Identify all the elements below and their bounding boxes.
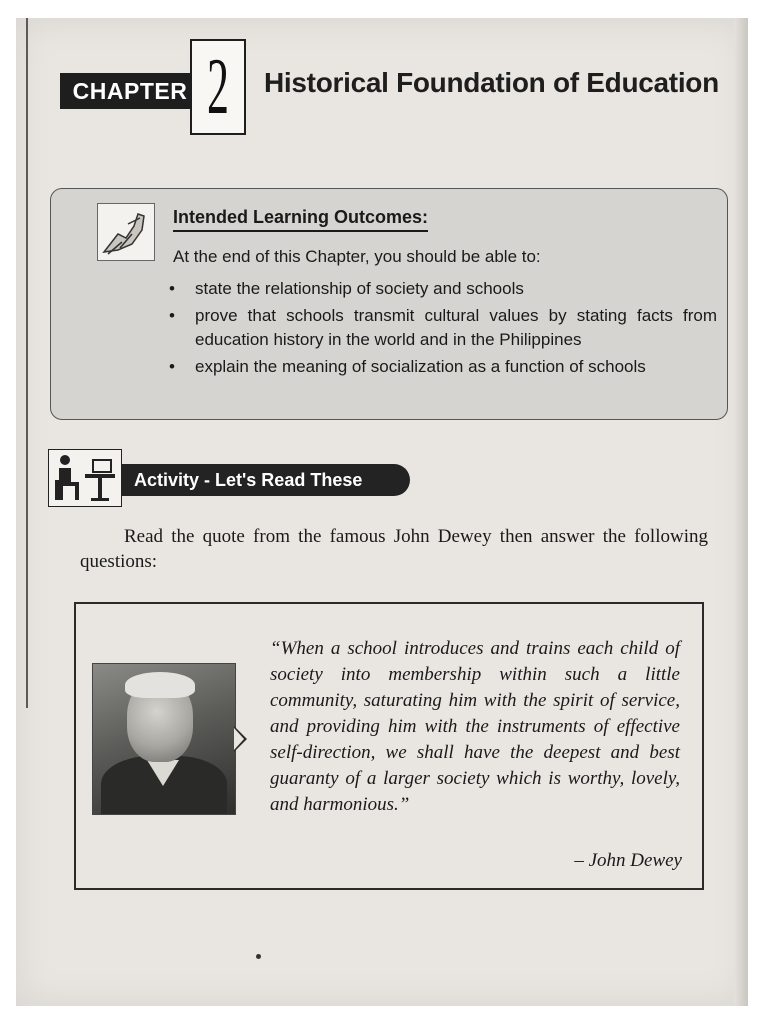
chapter-label: CHAPTER [60,73,200,109]
margin-line [26,18,28,708]
quote-box [74,602,704,890]
activity-banner: Activity - Let's Read These [122,464,410,496]
chapter-number-box [190,39,246,135]
john-dewey-portrait [92,663,236,815]
page-edge-shadow [734,18,748,1006]
activity-instruction: Read the quote from the famous John Dewey then answer the following questions: [80,526,708,572]
quote-text: “When a school introduces and trains each child of society into membership within such a little community, saturating him with the spirit of service, and providing him with the instruments of effective self-direction, we shall have the deepest and best guaranty of a larger society which is worthy, lovely, and harmonious.” [270,638,680,815]
page-mark [256,954,261,959]
learning-outcomes-box [50,188,728,420]
outcome-item [169,304,717,352]
bullet-icon: • [169,279,175,298]
book-page [16,18,748,1006]
outcome-item [169,277,717,301]
outcomes-list [169,277,717,382]
quote-author: – John Dewey [574,850,682,871]
student-at-desk-icon [48,449,122,507]
outcome-text: explain the meaning of socialization as a function of schools [195,357,646,376]
outcomes-heading: Intended Learning Outcomes: [173,207,428,232]
outcome-text: prove that schools transmit cultural values by stating facts from education history in the world and in the Philippines [195,306,717,349]
outcomes-intro: At the end of this Chapter, you should be able to: [173,247,541,266]
chapter-number: 2 [207,43,229,131]
chapter-title: Historical Foundation of Education [264,67,719,98]
handshake-icon [97,203,155,261]
bullet-icon: • [169,306,175,325]
bullet-icon: • [169,357,175,376]
outcome-item [169,355,717,379]
outcome-text: state the relationship of society and schools [195,279,524,298]
